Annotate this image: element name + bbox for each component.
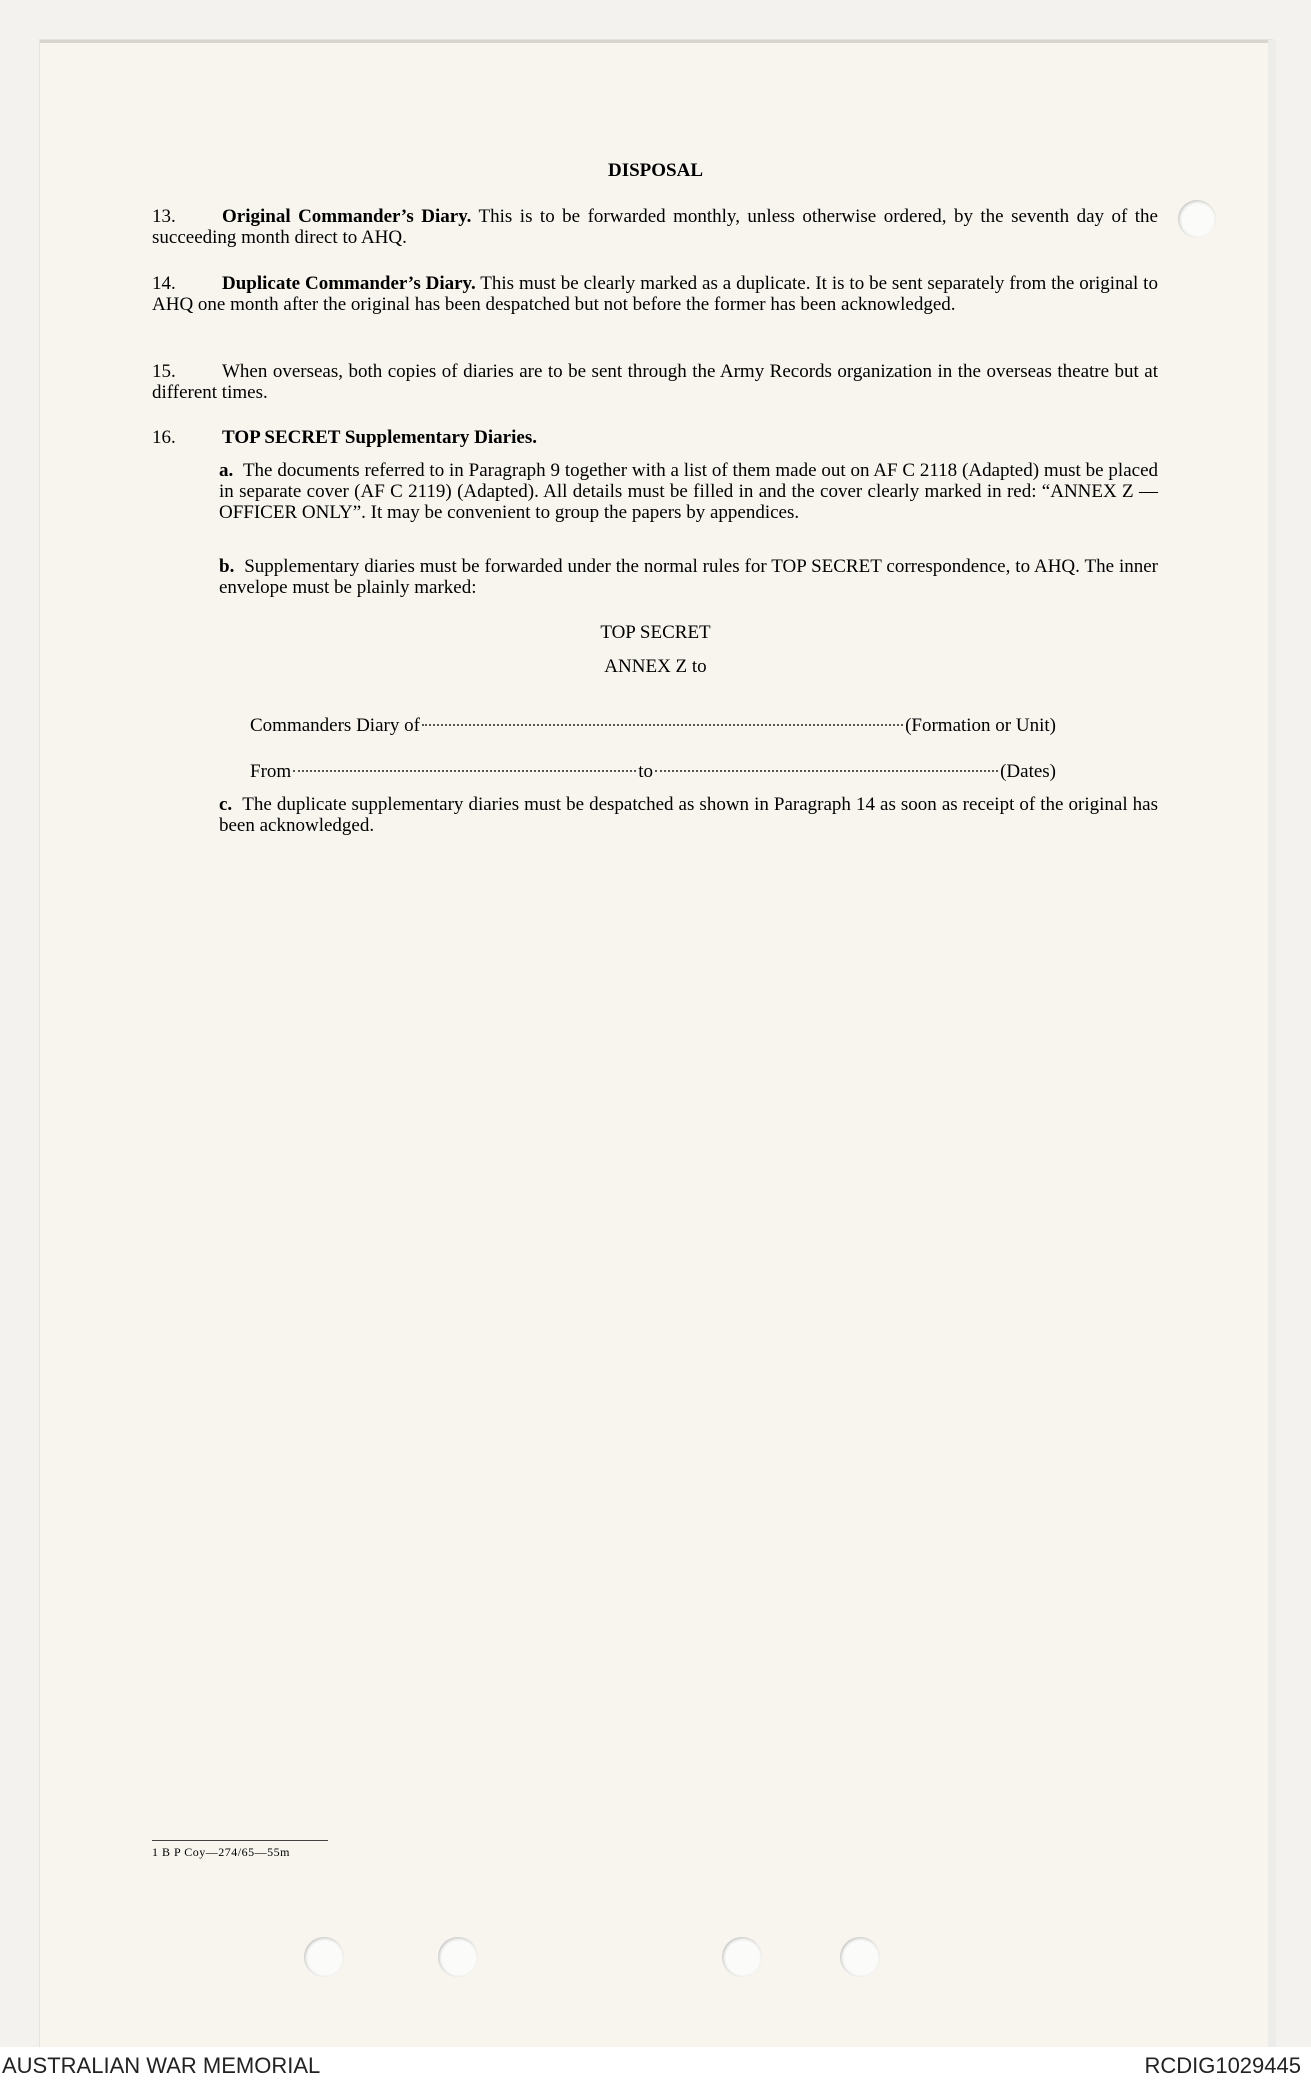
punch-hole-bottom-3 [722, 1937, 762, 1977]
diary-of-suffix: (Formation or Unit) [905, 715, 1056, 736]
paragraph-13 [152, 206, 1158, 248]
subparagraph-text: The duplicate supplementary diaries must be despatched as shown in Paragraph 14 as soon as receipt of the original has been acknowledged. [219, 794, 1159, 836]
paragraph-text: This is to be forwarded monthly, unless otherwise ordered, by the seventh day of the succeeding month direct to AHQ. [152, 206, 1158, 248]
paragraph-16 [152, 427, 1158, 448]
subparagraph-a [219, 460, 1158, 523]
document-page [40, 40, 1272, 2047]
punch-hole-bottom-4 [840, 1937, 880, 1977]
from-label: From [250, 761, 292, 782]
page-top-edge [40, 40, 1272, 43]
punch-hole-bottom-2 [438, 1937, 478, 1977]
paragraph-title: Duplicate Commander’s Diary. [222, 273, 476, 294]
paragraph-number: 16. [152, 427, 176, 448]
subparagraph-letter: b. [219, 556, 235, 577]
watermark-institution: AUSTRALIAN WAR MEMORIAL [2, 2053, 321, 2078]
paragraph-text: This must be clearly marked as a duplicate. It is to be sent separately from the original to AHQ one month after the original has been despatched but not before the former has been acknowledged. [152, 273, 1158, 315]
envelope-line-top-secret: TOP SECRET [600, 622, 711, 643]
subparagraph-c [219, 794, 1158, 836]
footer-rule [152, 1840, 328, 1841]
watermark-record-id: RCDIG1029445 [1144, 2053, 1301, 2078]
punch-hole-bottom-1 [304, 1937, 344, 1977]
paragraph-number: 15. [152, 361, 176, 382]
paragraph-14 [152, 273, 1158, 315]
subparagraph-letter: c. [219, 794, 233, 815]
punch-hole-right [1178, 200, 1216, 238]
paragraph-text: When overseas, both copies of diaries are to be sent through the Army Records organization in the overseas theatre but at different times. [152, 361, 1158, 403]
to-blank [655, 770, 998, 772]
subparagraph-text: The documents referred to in Paragraph 9 together with a list of them made out on AF C 2118 (Adapted) must be placed in separate cover (AF C 2119) (Adapted). All details must be filled in and the cover clearly marked in red: “ANNEX Z — OFFICER ONLY”. It may be convenient to group the papers by appendices. [219, 460, 1159, 523]
print-code: 1 B P Coy—274/65—55m [152, 1845, 290, 1859]
subparagraph-b [219, 556, 1158, 598]
paragraph-number: 13. [152, 206, 176, 227]
from-blank [293, 770, 636, 772]
diary-of-blank [422, 724, 903, 726]
section-heading: DISPOSAL [607, 160, 704, 181]
dates-suffix: (Dates) [1000, 761, 1057, 782]
diary-of-line [250, 715, 1056, 737]
to-label: to [638, 761, 654, 782]
paragraph-number: 14. [152, 273, 176, 294]
from-to-line [250, 761, 1056, 783]
paragraph-15 [152, 361, 1158, 403]
subparagraph-letter: a. [219, 460, 234, 481]
paragraph-title: Original Commander’s Diary. [222, 206, 472, 227]
envelope-line-annex: ANNEX Z to [604, 656, 707, 677]
paragraph-title: TOP SECRET Supplementary Diaries. [222, 427, 537, 448]
page-right-edge [1268, 40, 1276, 2047]
diary-of-label: Commanders Diary of [250, 715, 420, 736]
subparagraph-text: Supplementary diaries must be forwarded under the normal rules for TOP SECRET correspondence, to AHQ. The inner envelope must be plainly marked: [219, 556, 1158, 598]
